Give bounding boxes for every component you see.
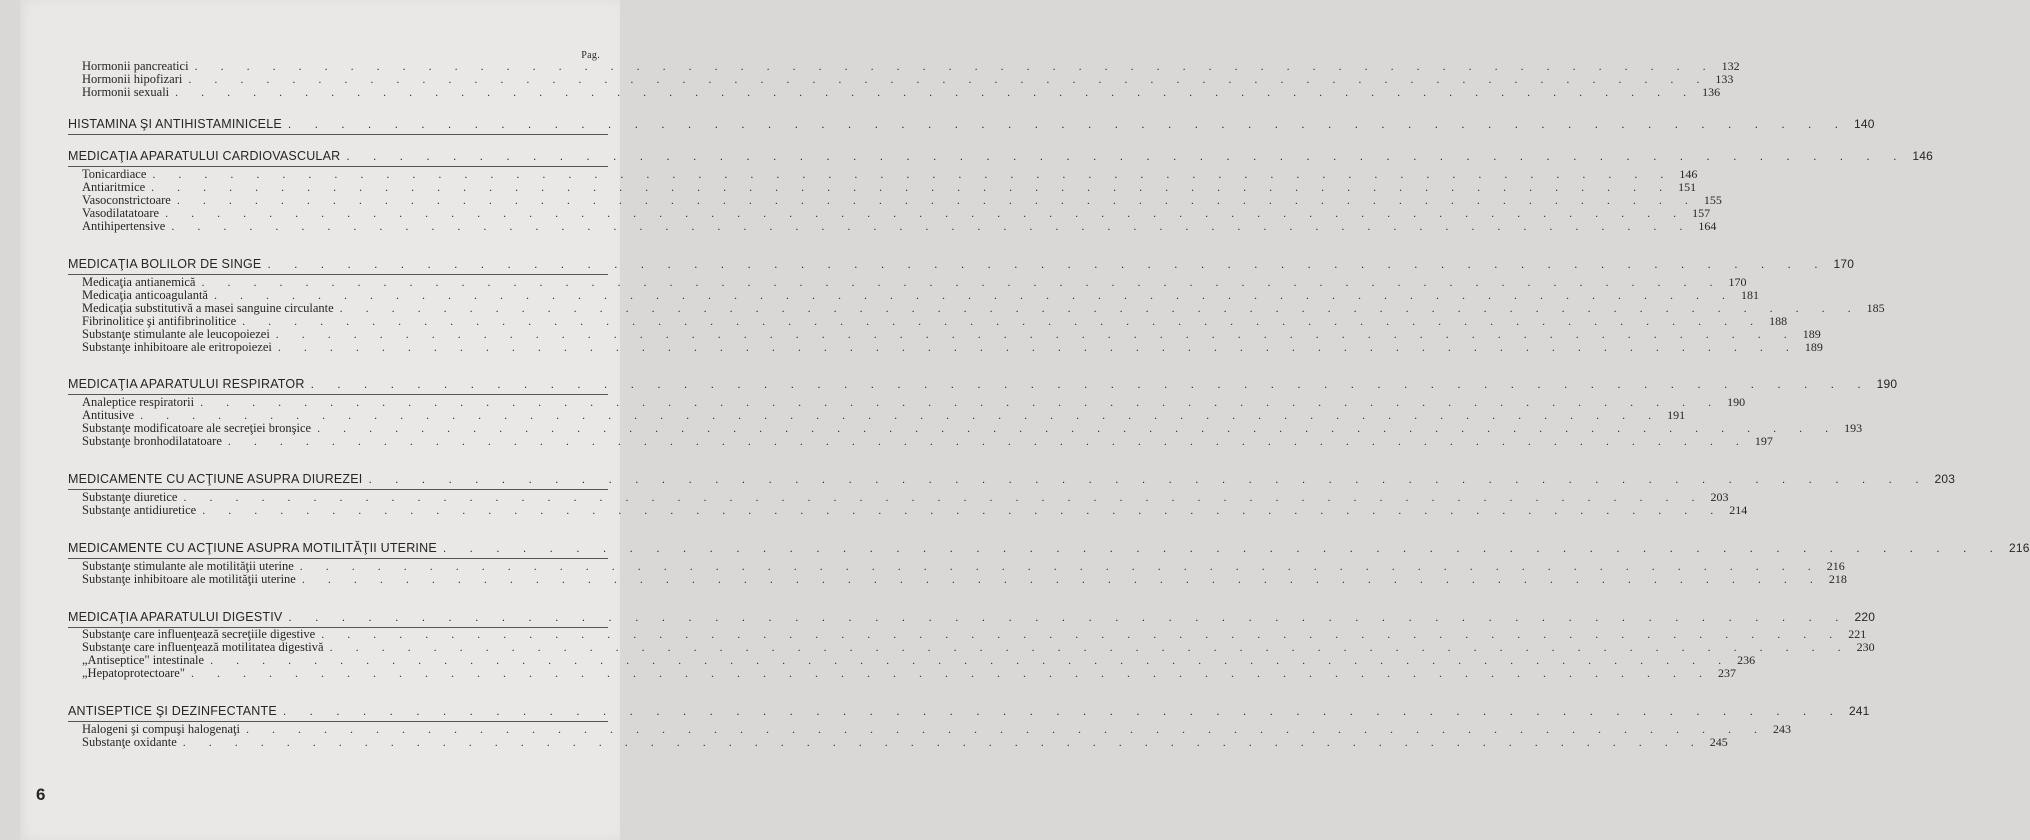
page-number: 6 (36, 785, 46, 804)
dot-leader: . . . . . . . . . . . . . . . . . . . . . . . . . . . . . . . . . . . . . . . . . . . . . . . . . . . . . . . . . . . (242, 314, 1764, 328)
toc-entry-title: Analeptice respiratorii (82, 395, 195, 409)
dot-leader: . . . . . . . . . . . . . . . . . . . . . . . . . . . . . . . . . . . . . . . . . . . . . . . . . . . . . . . . . . . (329, 640, 1851, 654)
dot-leader: . . . . . . . . . . . . . . . . . . . . . . . . . . . . . . . . . . . . . . . . . . . . . . . . . . . . . . . . . . . (287, 117, 1848, 131)
toc-section-title: MEDICAŢIA APARATULUI RESPIRATOR (68, 377, 305, 391)
section-underline (68, 134, 608, 135)
toc-page-number: 136 (1702, 85, 1721, 99)
toc-entry-title: Substanţe oxidante (82, 735, 177, 749)
toc-entry-row (20, 340, 1823, 354)
toc-entry-row (20, 666, 1736, 680)
dot-leader: . . . . . . . . . . . . . . . . . . . . . . . . . . . . . . . . . . . . . . . . . . . . . . . . . . . . . . . . . . . (301, 572, 1823, 586)
dot-leader: . . . . . . . . . . . . . . . . . . . . . . . . . . . . . . . . . . . . . . . . . . . . . . . . . . . . . . . . . . . (190, 666, 1712, 680)
dot-leader: . . . . . . . . . . . . . . . . . . . . . . . . . . . . . . . . . . . . . . . . . . . . . . . . . . . . . . . . . . . (227, 434, 1749, 448)
toc-section-title: MEDICAŢIA APARATULUI DIGESTIV (68, 610, 283, 624)
toc-page-number: 133 (1715, 72, 1734, 86)
dot-leader: . . . . . . . . . . . . . . . . . . . . . . . . . . . . . . . . . . . . . . . . . . . . . . . . . . . . . . . . . . . (275, 327, 1797, 341)
dot-leader: . . . . . . . . . . . . . . . . . . . . . . . . . . . . . . . . . . . . . . . . . . . . . . . . . . . . . . . . . . . (321, 627, 1843, 641)
toc-section-row (20, 257, 1855, 272)
dot-leader: . . . . . . . . . . . . . . . . . . . . . . . . . . . . . . . . . . . . . . . . . . . . . . . . . . . . . . . . . . . (176, 193, 1698, 207)
dot-leader: . . . . . . . . . . . . . . . . . . . . . . . . . . . . . . . . . . . . . . . . . . . . . . . . . . . . . . . . . . . (282, 704, 1843, 718)
toc-entry-title: Substanţe modificatoare ale secreţiei bronşice (82, 421, 312, 435)
dot-leader: . . . . . . . . . . . . . . . . . . . . . . . . . . . . . . . . . . . . . . . . . . . . . . . . . . . . . . . . . . . (152, 167, 1674, 181)
toc-page-number: 216 (2008, 541, 2030, 555)
dot-leader: . . . . . . . . . . . . . . . . . . . . . . . . . . . . . . . . . . . . . . . . . . . . . . . . . . . . . . . . . . . (346, 149, 1907, 163)
toc-page-number: 185 (1866, 301, 1885, 315)
toc-section-row (20, 377, 1898, 392)
toc-section-row (20, 704, 1870, 719)
toc-entry-title: Tonicardiace (82, 167, 147, 181)
toc-entry-title: Medicaţia antianemică (82, 275, 196, 289)
dot-leader: . . . . . . . . . . . . . . . . . . . . . . . . . . . . . . . . . . . . . . . . . . . . . . . . . . . . . . . . . . . (267, 257, 1828, 271)
toc-entry-row (20, 85, 1721, 99)
toc-page-number: 190 (1727, 395, 1746, 409)
toc-section-row (20, 117, 1875, 132)
dot-leader: . . . . . . . . . . . . . . . . . . . . . . . . . . . . . . . . . . . . . . . . . . . . . . . . . . . . . . . . . . . (175, 85, 1697, 99)
dot-leader: . . . . . . . . . . . . . . . . . . . . . . . . . . . . . . . . . . . . . . . . . . . . . . . . . . . . . . . . . . . (288, 610, 1849, 624)
toc-section-title: MEDICAŢIA APARATULUI CARDIOVASCULAR (68, 149, 341, 163)
toc-page-number: 189 (1802, 327, 1821, 341)
toc-entry-row (20, 572, 1847, 586)
toc-page-number: 170 (1833, 257, 1855, 271)
toc-section-title: ANTISEPTICE ŞI DEZINFECTANTE (68, 704, 277, 718)
toc-section-title: MEDICAMENTE CU ACŢIUNE ASUPRA MOTILITĂŢII UTERINE (68, 541, 437, 555)
toc-entry-title: Substanţe inhibitoare ale motilităţii uterine (82, 572, 296, 586)
toc-page-number: 221 (1848, 627, 1867, 641)
toc-page-number: 157 (1692, 206, 1711, 220)
toc-entry-title: Fibrinolitice şi antifibrinolitice (82, 314, 237, 328)
toc-page-number: 188 (1769, 314, 1788, 328)
toc-page-number: 237 (1717, 666, 1736, 680)
dot-leader: . . . . . . . . . . . . . . . . . . . . . . . . . . . . . . . . . . . . . . . . . . . . . . . . . . . . . . . . . . . (165, 206, 1687, 220)
dot-leader: . . . . . . . . . . . . . . . . . . . . . . . . . . . . . . . . . . . . . . . . . . . . . . . . . . . . . . . . . . . (210, 653, 1732, 667)
toc-entry-title: Substanţe bronhodilatatoare (82, 434, 222, 448)
toc-page-number: 193 (1844, 421, 1863, 435)
toc-entry-title: Substanţe inhibitoare ale eritropoiezei (82, 340, 272, 354)
toc-entry-title: Hormonii sexuali (82, 85, 170, 99)
toc-entry-title: Substanţe stimulante ale motilităţii uterine (82, 559, 294, 573)
toc-page-number: 191 (1667, 408, 1686, 422)
toc-entry-row (20, 503, 1748, 517)
toc-entry-row (20, 434, 1773, 448)
toc-page-number: 164 (1698, 219, 1717, 233)
toc-section-title: MEDICAMENTE CU ACŢIUNE ASUPRA DIUREZEI (68, 472, 363, 486)
toc-section-row (20, 610, 1876, 625)
toc-section-row (20, 149, 1934, 164)
toc-page-number: 214 (1729, 503, 1748, 517)
dot-leader: . . . . . . . . . . . . . . . . . . . . . . . . . . . . . . . . . . . . . . . . . . . . . . . . . . . . . . . . . . . (299, 559, 1821, 573)
toc-page-number: 203 (1934, 472, 1956, 486)
toc-page-number: 181 (1740, 288, 1759, 302)
dot-leader: . . . . . . . . . . . . . . . . . . . . . . . . . . . . . . . . . . . . . . . . . . . . . . . . . . . . . . . . . . . (188, 72, 1710, 86)
toc-entry-title: Antiaritmice (82, 180, 146, 194)
document-page (20, 0, 2030, 840)
toc-page-number: 230 (1856, 640, 1875, 654)
toc-page-number: 146 (1679, 167, 1698, 181)
dot-leader: . . . . . . . . . . . . . . . . . . . . . . . . . . . . . . . . . . . . . . . . . . . . . . . . . . . . . . . . . . . (183, 490, 1705, 504)
toc-entry-title: „Antiseptice" intestinale (82, 653, 205, 667)
toc-page-number: 170 (1728, 275, 1747, 289)
toc-page-number: 218 (1828, 572, 1847, 586)
dot-leader: . . . . . . . . . . . . . . . . . . . . . . . . . . . . . . . . . . . . . . . . . . . . . . . . . . . . . . . . . . . (171, 219, 1693, 233)
toc-page-number: 236 (1737, 653, 1756, 667)
toc-entry-title: „Hepatoprotectoare" (82, 666, 185, 680)
toc-entry-title: Substanţe care influenţează secreţiile digestive (82, 627, 316, 641)
toc-page-number: 146 (1912, 149, 1934, 163)
toc-page-number: 151 (1678, 180, 1697, 194)
toc-section-title: HISTAMINA ŞI ANTIHISTAMINICELE (68, 117, 282, 131)
dot-leader: . . . . . . . . . . . . . . . . . . . . . . . . . . . . . . . . . . . . . . . . . . . . . . . . . . . . . . . . . . . (310, 377, 1871, 391)
dot-leader: . . . . . . . . . . . . . . . . . . . . . . . . . . . . . . . . . . . . . . . . . . . . . . . . . . . . . . . . . . . (442, 541, 2003, 555)
toc-entry-title: Medicaţia substitutivă a masei sanguine circulante (82, 301, 334, 315)
toc-entry-row (20, 735, 1728, 749)
toc-page-number: 243 (1772, 722, 1791, 736)
toc-page-number: 190 (1876, 377, 1898, 391)
toc-entry-title: Halogeni şi compuşi halogenaţi (82, 722, 240, 736)
toc-section-row (20, 472, 1956, 487)
toc-page-number: 140 (1853, 117, 1875, 131)
toc-page-number: 155 (1703, 193, 1722, 207)
toc-entry-title: Substanţe care influenţează motilitatea digestivă (82, 640, 324, 654)
toc-entry-title: Hormonii hipofizari (82, 72, 183, 86)
toc-page-number: 203 (1710, 490, 1729, 504)
dot-leader: . . . . . . . . . . . . . . . . . . . . . . . . . . . . . . . . . . . . . . . . . . . . . . . . . . . . . . . . . . . (200, 395, 1722, 409)
toc-section-title: MEDICAŢIA BOLILOR DE SINGE (68, 257, 262, 271)
dot-leader: . . . . . . . . . . . . . . . . . . . . . . . . . . . . . . . . . . . . . . . . . . . . . . . . . . . . . . . . . . . (140, 408, 1662, 422)
toc-entry-title: Antihipertensive (82, 219, 166, 233)
toc-entry-title: Vasodilatatoare (82, 206, 160, 220)
toc-entry-title: Substanţe stimulante ale leucopoiezei (82, 327, 270, 341)
toc-page-number: 197 (1754, 434, 1773, 448)
dot-leader: . . . . . . . . . . . . . . . . . . . . . . . . . . . . . . . . . . . . . . . . . . . . . . . . . . . . . . . . . . . (277, 340, 1799, 354)
toc-entry-title: Hormonii pancreatici (82, 59, 189, 73)
toc-entry-title: Substanţe antidiuretice (82, 503, 197, 517)
dot-leader: . . . . . . . . . . . . . . . . . . . . . . . . . . . . . . . . . . . . . . . . . . . . . . . . . . . . . . . . . . . (245, 722, 1767, 736)
dot-leader: . . . . . . . . . . . . . . . . . . . . . . . . . . . . . . . . . . . . . . . . . . . . . . . . . . . . . . . . . . . (201, 275, 1723, 289)
toc-section-row (20, 541, 2030, 556)
dot-leader: . . . . . . . . . . . . . . . . . . . . . . . . . . . . . . . . . . . . . . . . . . . . . . . . . . . . . . . . . . . (213, 288, 1735, 302)
dot-leader: . . . . . . . . . . . . . . . . . . . . . . . . . . . . . . . . . . . . . . . . . . . . . . . . . . . . . . . . . . . (339, 301, 1861, 315)
dot-leader: . . . . . . . . . . . . . . . . . . . . . . . . . . . . . . . . . . . . . . . . . . . . . . . . . . . . . . . . . . . (368, 472, 1929, 486)
toc-page-number: 245 (1709, 735, 1728, 749)
dot-leader: . . . . . . . . . . . . . . . . . . . . . . . . . . . . . . . . . . . . . . . . . . . . . . . . . . . . . . . . . . . (151, 180, 1673, 194)
toc-page-number: 132 (1721, 59, 1740, 73)
toc-page-number: 216 (1826, 559, 1845, 573)
toc-page-number: 241 (1848, 704, 1870, 718)
toc-entry-title: Vasoconstrictoare (82, 193, 171, 207)
dot-leader: . . . . . . . . . . . . . . . . . . . . . . . . . . . . . . . . . . . . . . . . . . . . . . . . . . . . . . . . . . . (202, 503, 1724, 517)
toc-page-number: 220 (1854, 610, 1876, 624)
toc-entry-title: Antitusive (82, 408, 135, 422)
toc-page-number: 189 (1804, 340, 1823, 354)
pag-column-label: Pag. (581, 50, 600, 61)
dot-leader: . . . . . . . . . . . . . . . . . . . . . . . . . . . . . . . . . . . . . . . . . . . . . . . . . . . . . . . . . . . (317, 421, 1839, 435)
dot-leader: . . . . . . . . . . . . . . . . . . . . . . . . . . . . . . . . . . . . . . . . . . . . . . . . . . . . . . . . . . . (182, 735, 1704, 749)
dot-leader: . . . . . . . . . . . . . . . . . . . . . . . . . . . . . . . . . . . . . . . . . . . . . . . . . . . . . . . . . . . (194, 59, 1716, 73)
toc-entry-title: Substanţe diuretice (82, 490, 178, 504)
toc-entry-row (20, 219, 1717, 233)
toc-entry-title: Medicaţia anticoagulantă (82, 288, 208, 302)
